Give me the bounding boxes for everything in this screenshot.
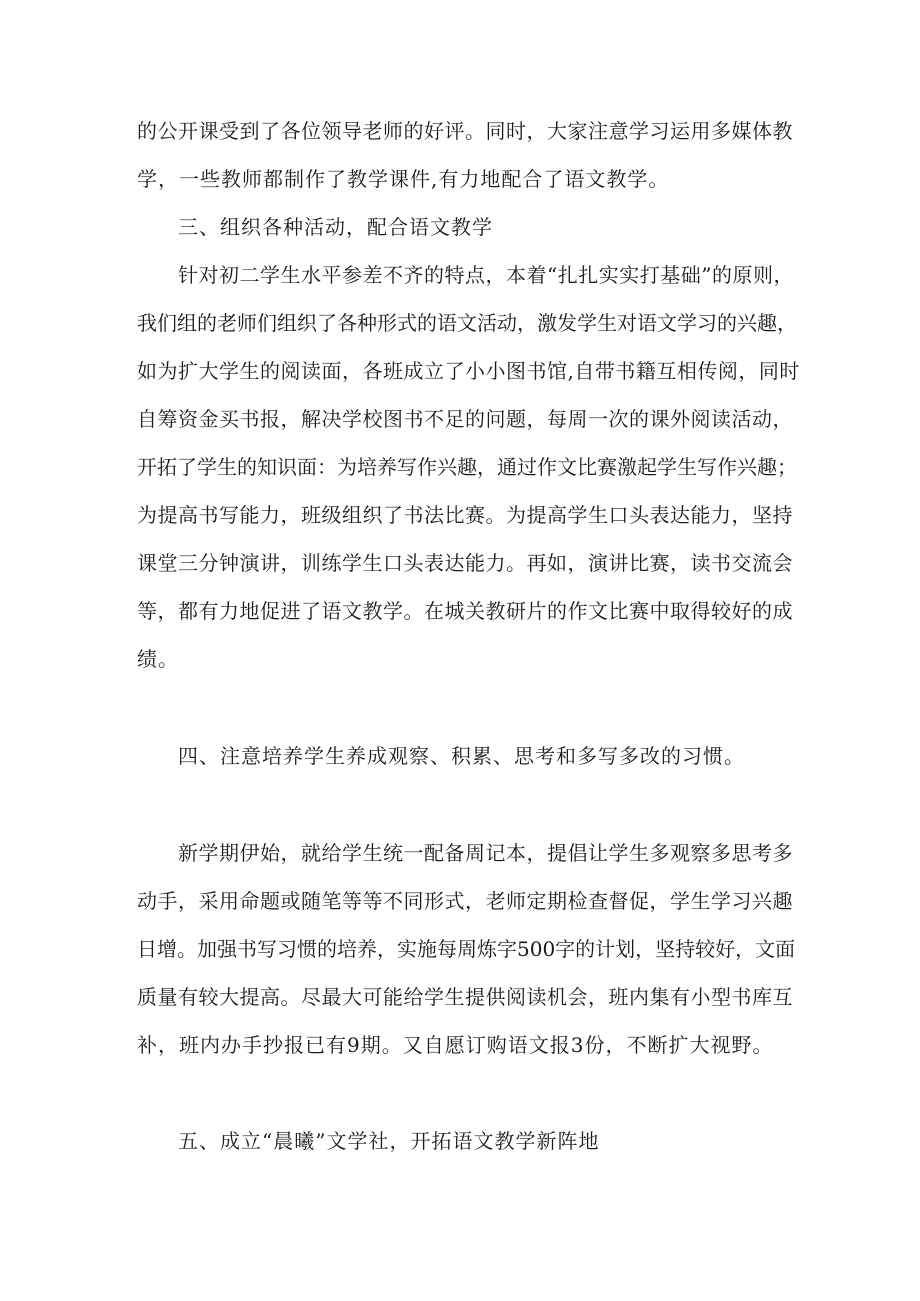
text-line-5: 我们组的老师们组织了各种形式的语文活动，激发学生对语文学习的兴趣， (137, 311, 797, 335)
text-line-17: 质量有较大提高。尽最大可能给学生提供阅读机会，班内集有小型书库互 (137, 985, 793, 1009)
text-line-6: 如为扩大学生的阅读面，各班成立了小小图书馆,自带书籍互相传阅，同时 (137, 359, 800, 383)
section-heading-4: 四、注意培养学生养成观察、积累、思考和多写多改的习惯。 (178, 744, 745, 768)
section-heading-3: 三、组织各种活动，配合语文教学 (178, 215, 493, 239)
text-line-10: 课堂三分钟演讲，训练学生口头表达能力。再如，演讲比赛，读书交流会 (137, 551, 793, 575)
text-line-15: 动手，采用命题或随笔等等不同形式，老师定期检查督促，学生学习兴趣 (137, 889, 793, 913)
text-line-9: 为提高书写能力，班级组织了书法比赛。为提高学生口头表达能力，坚持 (137, 503, 793, 527)
section-heading-5: 五、成立“晨曦”文学社，开拓语文教学新阵地 (178, 1129, 600, 1153)
text-line-2: 学，一些教师都制作了教学课件,有力地配合了语文教学。 (137, 167, 670, 191)
text-line-4: 针对初二学生水平参差不齐的特点，本着“扎扎实实打基础”的原则， (178, 263, 794, 287)
text-line-18: 补，班内办手抄报已有9期。又自愿订购语文报3份，不断扩大视野。 (137, 1033, 774, 1057)
text-line-16: 日增。加强书写习惯的培养，实施每周炼字500字的计划，坚持较好，文面 (137, 937, 796, 961)
text-line-14: 新学期伊始，就给学生统一配备周记本，提倡让学生多观察多思考多 (178, 841, 793, 865)
text-line-1: 的公开课受到了各位领导老师的好评。同时，大家注意学习运用多媒体教 (137, 119, 793, 143)
text-line-12: 绩。 (137, 647, 179, 671)
text-line-11: 等，都有力地促进了语文教学。在城关教研片的作文比赛中取得较好的成 (137, 599, 793, 623)
text-line-8: 开拓了学生的知识面：为培养写作兴趣，通过作文比赛激起学生写作兴趣； (137, 455, 797, 479)
text-line-7: 自筹资金买书报，解决学校图书不足的问题，每周一次的课外阅读活动， (137, 407, 793, 431)
